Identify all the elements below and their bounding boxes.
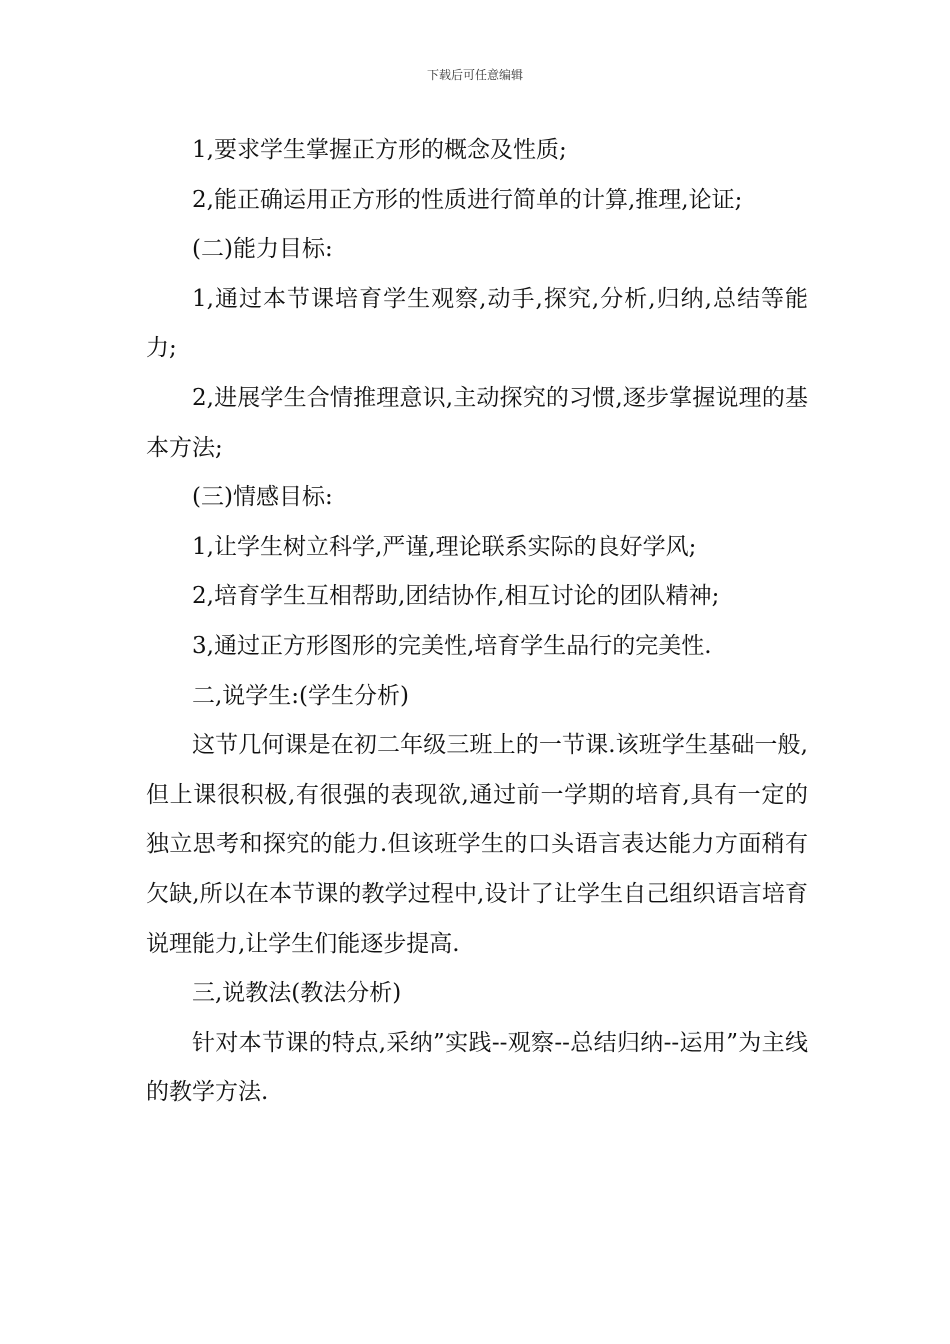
- paragraph-objective-1: 1,要求学生掌握正方形的概念及性质;: [192, 137, 567, 163]
- paragraph-emotional-3: 3,通过正方形图形的完美性,培育学生品行的完美性.: [192, 632, 712, 659]
- paragraph-objective-2: 2,能正确运用正方形的性质进行简单的计算,推理,论证;: [192, 186, 743, 213]
- paragraph-emotional-2: 2,培育学生互相帮助,团结协作,相互讨论的团队精神;: [192, 583, 720, 610]
- paragraph-ability-1: 1,通过本节课培育学生观察,动手,探究,分析,归纳,总结等能力;: [146, 285, 808, 362]
- heading-teaching-method: 三,说教法(教法分析): [192, 980, 402, 1007]
- heading-student-analysis: 二,说学生:(学生分析): [192, 682, 410, 709]
- paragraph-student-analysis: 这节几何课是在初二年级三班上的一节课.该班学生基础一般,但上课很积极,有很强的表现欲,通过前一学期的培育,具有一定的独立思考和探究的能力.但该班学生的口头语言表达能力方面稍有欠缺,所以在本节课的教学过程中,设计了让学生自己组织语言培育说理能力,让学生们能逐步提高.: [146, 732, 808, 957]
- heading-emotional-goals: (三)情感目标:: [192, 484, 333, 511]
- page-header: 下载后可任意编辑: [426, 68, 523, 82]
- heading-ability-goals: (二)能力目标:: [192, 236, 333, 263]
- paragraph-teaching-method: 针对本节课的特点,采纳”实践--观察--总结归纳--运用”为主线的教学方法.: [146, 1029, 808, 1106]
- paragraph-emotional-1: 1,让学生树立科学,严谨,理论联系实际的良好学风;: [192, 533, 697, 560]
- paragraph-ability-2: 2,进展学生合情推理意识,主动探究的习惯,逐步掌握说理的基本方法;: [146, 384, 808, 461]
- document-body: [146, 126, 808, 1118]
